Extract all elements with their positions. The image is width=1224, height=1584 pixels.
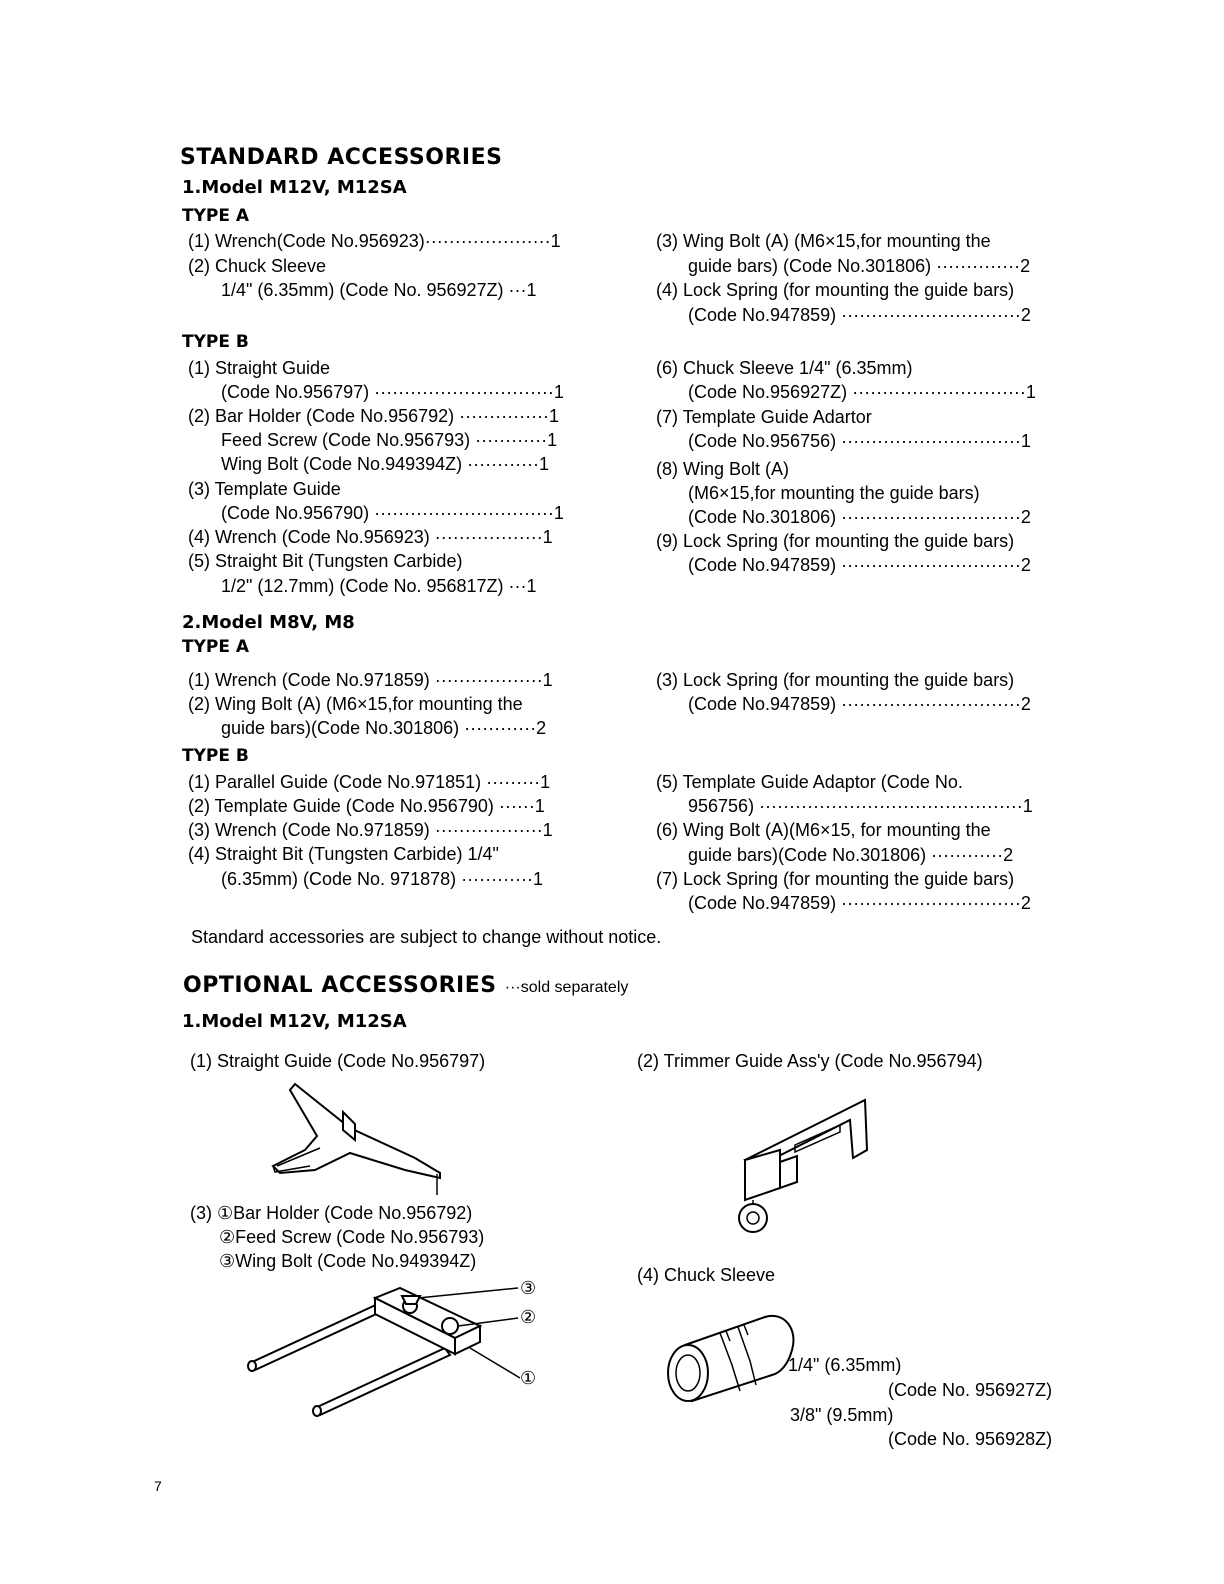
list-item: 956756) ············································1 (688, 796, 1033, 816)
list-item: (Code No.947859) ······························2 (688, 305, 1031, 325)
trimmer-guide-illustration (725, 1090, 875, 1250)
optional-model-heading: 1.Model M12V, M12SA (182, 1011, 407, 1032)
list-item: (Code No.956797) ······························1 (221, 382, 564, 402)
callout-1: ① (520, 1368, 537, 1388)
list-item: 1/4" (6.35mm) (Code No. 956927Z) ···1 (221, 280, 537, 300)
list-item: Wing Bolt (Code No.949394Z) ············1 (221, 454, 550, 474)
list-item: (1) Wrench (Code No.971859) ··················1 (188, 670, 553, 690)
list-item: (2) Template Guide (Code No.956790) ······1 (188, 796, 545, 816)
optional-subtitle: ···sold separately (504, 979, 629, 996)
list-item: (3) Template Guide (188, 479, 341, 499)
list-item: (9) Lock Spring (for mounting the guide bars) (656, 531, 1015, 551)
list-item: (Code No.947859) ······························2 (688, 694, 1031, 714)
list-item: (1) Parallel Guide (Code No.971851) ·········1 (188, 772, 551, 792)
list-item: (2) Chuck Sleeve (188, 256, 327, 276)
list-item: (1) Straight Guide (188, 358, 331, 378)
optional-item-3-sub: ③Wing Bolt (Code No.949394Z) (219, 1251, 477, 1271)
list-item: 1/2" (12.7mm) (Code No. 956817Z) ···1 (221, 576, 537, 596)
optional-item-4: (4) Chuck Sleeve (637, 1265, 776, 1285)
list-item: (8) Wing Bolt (A) (656, 459, 790, 479)
sleeve-size-label: 1/4" (6.35mm) (788, 1355, 902, 1375)
optional-accessories-heading (183, 973, 628, 998)
type-b-heading: TYPE B (182, 332, 249, 352)
sleeve-code-label: (Code No. 956927Z) (888, 1380, 1053, 1400)
callout-3: ③ (520, 1278, 537, 1298)
list-item: (Code No.956927Z) ·····························1 (688, 382, 1036, 402)
chuck-sleeve-illustration (660, 1305, 800, 1405)
list-item: (4) Lock Spring (for mounting the guide bars) (656, 280, 1015, 300)
sleeve-code-label: (Code No. 956928Z) (888, 1429, 1053, 1449)
m8-type-a-heading: TYPE A (182, 637, 250, 657)
page-number: 7 (154, 1478, 162, 1494)
list-item: (M6×15,for mounting the guide bars) (688, 483, 980, 503)
straight-guide-illustration (255, 1078, 455, 1198)
optional-title: OPTIONAL ACCESSORIES (183, 973, 497, 998)
list-item: (Code No.301806) ······························2 (688, 507, 1031, 527)
list-item: (7) Template Guide Adartor (656, 407, 872, 427)
list-item: (6.35mm) (Code No. 971878) ············1 (221, 869, 544, 889)
list-item: (Code No.947859) ······························2 (688, 555, 1031, 575)
list-item: (6) Chuck Sleeve 1/4" (6.35mm) (656, 358, 913, 378)
bar-holder-illustration (240, 1278, 550, 1428)
notice-text: Standard accessories are subject to change without notice. (191, 927, 662, 947)
list-item: (2) Wing Bolt (A) (M6×15,for mounting the (188, 694, 523, 714)
optional-item-3-sub: ②Feed Screw (Code No.956793) (219, 1227, 485, 1247)
list-item: guide bars)(Code No.301806) ············2 (221, 718, 547, 738)
list-item: (4) Wrench (Code No.956923) ··················1 (188, 527, 553, 547)
model-m8-heading: 2.Model M8V, M8 (182, 612, 355, 633)
list-item: (3) Wing Bolt (A) (M6×15,for mounting the (656, 231, 991, 251)
list-item: (5) Straight Bit (Tungsten Carbide) (188, 551, 463, 571)
list-item: (2) Bar Holder (Code No.956792) ···············1 (188, 406, 560, 426)
list-item: guide bars)(Code No.301806) ············2 (688, 845, 1014, 865)
list-item: (Code No.956756) ······························1 (688, 431, 1031, 451)
optional-item-1: (1) Straight Guide (Code No.956797) (190, 1051, 486, 1071)
list-item: guide bars) (Code No.301806) ··············2 (688, 256, 1031, 276)
optional-item-3: (3) ①Bar Holder (Code No.956792) (190, 1203, 473, 1223)
list-item: (1) Wrench(Code No.956923)·····················1 (188, 231, 561, 251)
list-item: (6) Wing Bolt (A)(M6×15, for mounting the (656, 820, 991, 840)
list-item: (3) Lock Spring (for mounting the guide bars) (656, 670, 1015, 690)
list-item: (3) Wrench (Code No.971859) ··················1 (188, 820, 553, 840)
callout-2: ② (520, 1307, 537, 1327)
optional-item-2: (2) Trimmer Guide Ass'y (Code No.956794) (637, 1051, 983, 1071)
m8-type-b-heading: TYPE B (182, 746, 249, 766)
list-item: (5) Template Guide Adaptor (Code No. (656, 772, 963, 792)
list-item: (Code No.956790) ······························1 (221, 503, 564, 523)
type-a-heading: TYPE A (182, 206, 250, 226)
sleeve-size-label: 3/8" (9.5mm) (790, 1405, 894, 1425)
list-item: Feed Screw (Code No.956793) ············1 (221, 430, 558, 450)
model-m12-heading: 1.Model M12V, M12SA (182, 177, 407, 198)
standard-accessories-heading: STANDARD ACCESSORIES (180, 145, 503, 170)
list-item: (7) Lock Spring (for mounting the guide bars) (656, 869, 1015, 889)
list-item: (4) Straight Bit (Tungsten Carbide) 1/4" (188, 844, 499, 864)
list-item: (Code No.947859) ······························2 (688, 893, 1031, 913)
